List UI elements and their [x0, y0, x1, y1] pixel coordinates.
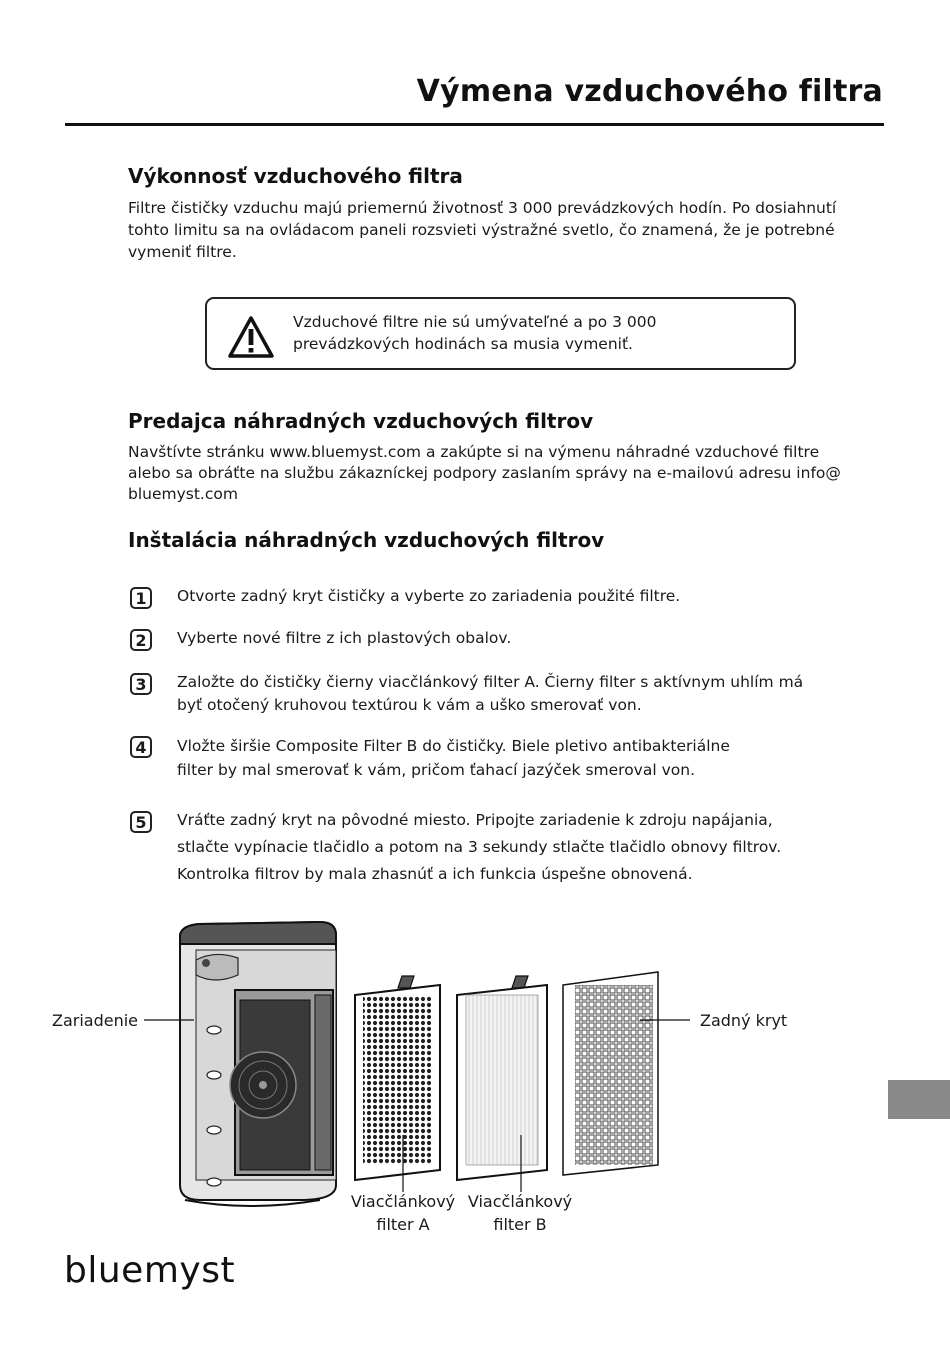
text-line: alebo sa obráťte na službu zákazníckej podpory zaslaním správy na e-mailovú adresu info@: [128, 464, 841, 482]
section-heading-installation: Inštalácia náhradných vzduchových filtrov: [128, 528, 605, 552]
step-number: 2: [130, 629, 152, 651]
label-filter-b: [460, 1190, 580, 1236]
step-number: 5: [130, 811, 152, 833]
back-cover: [563, 972, 658, 1175]
title-rule: [65, 123, 884, 126]
text-line: stlačte vypínacie tlačidlo a potom na 3 sekundy stlačte tlačidlo obnovy filtrov.: [177, 838, 782, 856]
filter-illustration: [0, 900, 950, 1220]
page-title: Výmena vzduchového filtra: [416, 74, 883, 109]
purifier-device: [180, 922, 336, 1206]
text-line: bluemyst.com: [128, 485, 238, 503]
filter-a: [355, 976, 440, 1180]
text-line: byť otočený kruhovou textúrou k vám a uško smerovať von.: [177, 696, 642, 714]
step-text: [177, 734, 857, 782]
section-heading-dealer: Predajca náhradných vzduchových filtrov: [128, 409, 594, 433]
text-line: Vzduchové filtre nie sú umývateľné a po 3 000: [293, 313, 657, 331]
text-line: Viacčlánkový: [350, 1192, 456, 1211]
step-text: [177, 585, 857, 608]
section-text-performance: [128, 197, 888, 263]
text-line: tohto limitu sa na ovládacom paneli rozsvieti výstražné svetlo, čo znamená, že je potrebné: [128, 221, 835, 239]
text-line: filter by mal smerovať k vám, pričom ťahací jazýček smeroval von.: [177, 761, 695, 779]
text-line: Založte do čističky čierny viacčlánkový filter A. Čierny filter s aktívnym uhlím má: [177, 673, 804, 691]
section-text-dealer: [128, 442, 888, 505]
text-line: filter B: [493, 1215, 547, 1234]
filter-b: [457, 976, 547, 1180]
text-line: Vráťte zadný kryt na pôvodné miesto. Pripojte zariadenie k zdroju napájania,: [177, 811, 773, 829]
step-text: [177, 671, 857, 717]
text-line: Otvorte zadný kryt čističky a vyberte zo zariadenia použité filtre.: [177, 587, 681, 605]
section-heading-performance: Výkonnosť vzduchového filtra: [128, 164, 463, 188]
label-back-cover: Zadný kryt: [700, 1011, 788, 1030]
text-line: vymeniť filtre.: [128, 243, 237, 261]
text-line: Vyberte nové filtre z ich plastových obalov.: [177, 629, 512, 647]
step-number: 3: [130, 673, 152, 695]
text-line: Viacčlánkový: [467, 1192, 573, 1211]
text-line: Vložte širšie Composite Filter B do čističky. Biele pletivo antibakteriálne: [177, 737, 730, 755]
text-line: Kontrolka filtrov by mala zhasnúť a ich funkcia úspešne obnovená.: [177, 865, 693, 883]
step-text: [177, 807, 857, 888]
text-line: prevádzkových hodinách sa musia vymeniť.: [293, 335, 633, 353]
label-device: Zariadenie: [52, 1011, 139, 1030]
step-number: 4: [130, 736, 152, 758]
section-tab-marker: [888, 1080, 950, 1119]
brand-logo: bluemyst: [64, 1250, 236, 1291]
warning-text: [293, 311, 713, 355]
text-line: filter A: [376, 1215, 430, 1234]
text-line: Navštívte stránku www.bluemyst.com a zakúpte si na výmenu náhradné vzduchové filtre: [128, 443, 820, 461]
step-number: 1: [130, 587, 152, 609]
label-filter-a: [343, 1190, 463, 1236]
text-line: Filtre čističky vzduchu majú priemernú životnosť 3 000 prevádzkových hodín. Po dosiahnutí: [128, 199, 837, 217]
step-text: [177, 627, 857, 650]
warning-box: [205, 297, 796, 370]
warning-triangle-icon: [227, 315, 275, 359]
